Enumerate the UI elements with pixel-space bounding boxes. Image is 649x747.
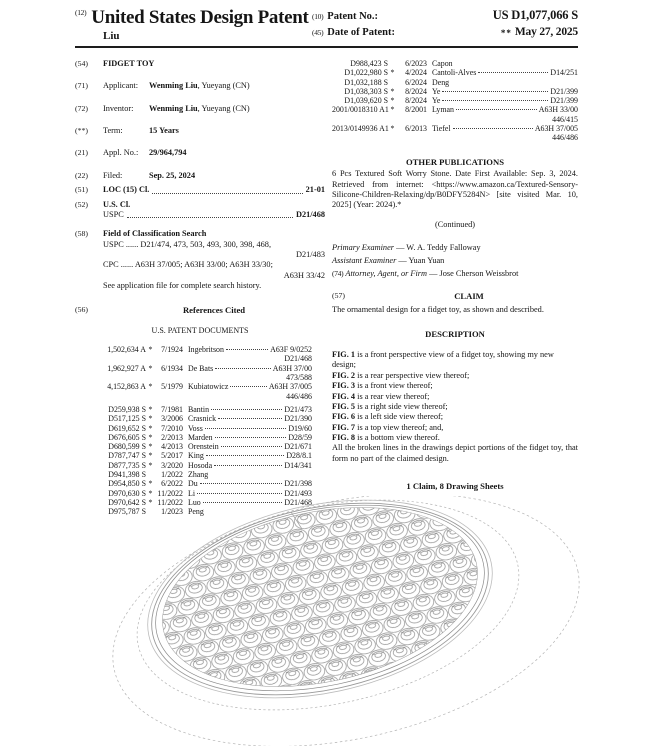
citation-name: Ye [432, 96, 441, 106]
patent-no-label: Patent No.: [327, 11, 379, 22]
citation-continuation: 446/486 [552, 133, 578, 143]
dotted-leader [214, 465, 282, 466]
citation-name: King [188, 451, 204, 461]
citation-date: 8/2024 [405, 86, 427, 96]
dotted-leader [230, 386, 266, 387]
figure-description-line: FIG. 4 is a rear view thereof; [332, 391, 430, 401]
citation-row [332, 105, 578, 114]
citation-cls: D28/8.1 [286, 451, 312, 461]
term-value: 15 Years [149, 126, 179, 136]
figure-description-line: FIG. 3 is a front view thereof; [332, 381, 433, 391]
citation-date: 6/2022 [161, 479, 183, 489]
inid-52: (52) [75, 199, 88, 209]
citation-no: D954,850 S [108, 479, 146, 489]
citation-star: * [148, 451, 153, 461]
inid-56: (56) [75, 305, 88, 315]
citation-no: 2001/0018310 A1 [332, 105, 389, 115]
citation-row [100, 442, 312, 451]
citation-star: * [148, 404, 153, 414]
loc-class-label: LOC (15) Cl. [103, 185, 150, 195]
field-title [75, 59, 325, 69]
citation-row [100, 470, 312, 479]
citation-no: D259,938 S [108, 404, 146, 414]
citation-name: Lyman [432, 105, 454, 115]
other-publications-heading: OTHER PUBLICATIONS [406, 156, 504, 167]
citation-row [332, 59, 578, 68]
citation-no: D970,642 S [108, 497, 146, 507]
citation-date: 5/1979 [161, 382, 183, 392]
dotted-leader [215, 368, 271, 369]
citation-name: Orenstein [188, 442, 219, 452]
citation-date: 7/2010 [161, 423, 183, 433]
citation-name: Cantoli-Alves [432, 68, 477, 78]
citation-row [332, 68, 578, 77]
citation-star: * [148, 363, 153, 373]
citation-name: Kubiatowicz [188, 382, 229, 392]
citation-date: 6/2013 [405, 124, 427, 134]
dotted-leader [442, 100, 548, 101]
figure-descriptions [332, 350, 578, 443]
citation-star: * [390, 105, 395, 115]
citation-date: 7/1924 [161, 345, 183, 355]
citation-no: 1,962,927 A [107, 363, 146, 373]
citation-date: 4/2024 [405, 68, 427, 78]
figure-description-line: FIG. 5 is a right side view thereof; [332, 401, 448, 411]
kind-code-tag: (12) [75, 8, 87, 17]
citation-no: D517,125 S [108, 414, 146, 424]
citation-row [100, 479, 312, 488]
references-cited-heading-row [75, 305, 325, 316]
citation-star: * [148, 345, 153, 355]
citation-cls: D21/468 [284, 497, 312, 507]
citation-name: Zhang [188, 469, 209, 479]
citation-cls: D21/473 [284, 404, 312, 414]
figure-description-line: FIG. 6 is a left side view thereof; [332, 412, 444, 422]
citation-date: 1/2022 [161, 469, 183, 479]
citation-name: Peng [188, 507, 204, 517]
dotted-leader [221, 446, 283, 447]
inid-21: (21) [75, 148, 88, 158]
inid-57: (57) [332, 291, 345, 301]
citation-no: D680,599 S [108, 442, 146, 452]
citation-name: Ye [432, 86, 441, 96]
citation-row [100, 433, 312, 442]
citation-no: D970,630 S [108, 488, 146, 498]
dotted-leader [218, 418, 282, 419]
appl-no-value: 29/964,794 [149, 148, 187, 158]
citation-row [100, 405, 312, 414]
continued-note: (Continued) [434, 219, 476, 229]
citation-date: 6/2024 [405, 77, 427, 87]
other-publications-heading-row [332, 157, 578, 168]
citation-star: * [390, 86, 395, 96]
citation-name: Bantin [188, 404, 210, 414]
inid-51: (51) [75, 185, 88, 195]
citation-star: * [390, 96, 395, 106]
other-publication-entry: 6 Pcs Textured Soft Worry Stone. Date First Available: Sep. 3, 2024. Retrieved from internet: <https://www.amazon.ca/Textured-Sensory-Silicone-Children-Relaxing/dp/B0DFY5284N> [site visited Mar. 10, 2025] (Year: 2024).* [332, 169, 578, 210]
citation-row [100, 364, 312, 373]
appl-no-label: Appl. No.: [103, 148, 139, 158]
citation-cls: A63F 9/0252 [270, 345, 312, 355]
claim-heading: CLAIM [454, 291, 484, 302]
citation-star: * [148, 432, 153, 442]
inid-58: (58) [75, 229, 88, 239]
citation-no: D988,423 S [350, 59, 388, 68]
field-search-label: Field of Classification Search [103, 229, 207, 239]
us-patent-citations-right [332, 59, 578, 143]
citation-star: * [148, 488, 153, 498]
dotted-leader [206, 455, 285, 456]
citation-continuation: 446/486 [286, 391, 312, 401]
page-title: United States Design Patent [91, 7, 309, 28]
citation-cls: A63H 37/005 [534, 124, 578, 134]
citation-no: D1,038,303 S [344, 86, 388, 96]
uspc-label: USPC [103, 209, 124, 219]
dotted-leader [211, 409, 282, 410]
citation-star: * [390, 68, 395, 78]
citation-name: Luo [188, 497, 201, 507]
citation-cls: D14/251 [550, 68, 578, 78]
patent-no-tag: (10) [312, 12, 324, 21]
figure-description-line: FIG. 7 is a top view thereof; and, [332, 422, 444, 432]
citation-cls: A63H 37/005 [268, 382, 312, 392]
citation-name: Li [188, 488, 196, 498]
broken-lines-note: All the broken lines in the drawings depict portions of the fidget toy, that form no part of the claimed design. [332, 443, 578, 463]
patent-number: US D1,077,066 S [492, 8, 578, 22]
citation-row [100, 345, 312, 354]
citation-star: * [148, 382, 153, 392]
citation-no: D877,735 S [108, 460, 146, 470]
citation-no: D1,032,188 S [344, 77, 388, 87]
citation-name: Capon [432, 59, 453, 68]
citation-name: Hosoda [188, 460, 213, 470]
citation-no: D1,039,620 S [344, 96, 388, 106]
assistant-examiner-line: Assistant Examiner — Yuan Yuan [332, 256, 445, 266]
uspc-value: D21/468 [295, 209, 325, 219]
dotted-leader [205, 428, 287, 429]
citation-star: * [148, 423, 153, 433]
date-of-patent-label: Date of Patent: [327, 27, 395, 38]
header-rule [75, 46, 578, 48]
dotted-leader [215, 437, 287, 438]
references-cited-heading: References Cited [182, 305, 246, 316]
citation-name: Deng [432, 77, 450, 87]
term-label: Term: [103, 126, 123, 136]
citation-star: * [390, 124, 395, 134]
us-class-label: U.S. Cl. [103, 199, 131, 209]
header [75, 8, 578, 42]
dotted-leader [478, 72, 548, 73]
citation-date: 6/2023 [405, 59, 427, 68]
dotted-leader [453, 128, 533, 129]
citation-cls: D21/493 [284, 488, 312, 498]
citation-date: 8/2001 [405, 105, 427, 115]
field-classification-search [75, 229, 325, 291]
citation-continuation: D21/468 [284, 354, 312, 364]
loc-class-value: 21-01 [305, 185, 325, 195]
date-tag: (45) [312, 28, 324, 37]
citation-date: 3/2006 [161, 414, 183, 424]
inid-54: (54) [75, 59, 88, 68]
citation-cls: D21/398 [284, 479, 312, 489]
citation-star: * [148, 497, 153, 507]
citation-no: 2013/0149936 A1 [332, 124, 389, 134]
citation-name: Crasnick [188, 414, 217, 424]
field-appl-no [75, 148, 325, 158]
citation-no: D619,652 S [108, 423, 146, 433]
dotted-leader [152, 183, 302, 193]
citation-no: 4,152,863 A [107, 382, 146, 392]
field-applicant [75, 81, 325, 91]
left-column [75, 59, 325, 516]
citation-cls: A63H 37/00 [272, 363, 312, 373]
citation-star: * [148, 479, 153, 489]
inventor-value: Wenming Liu, Yueyang (CN) [149, 103, 250, 113]
citation-no: D941,398 S [108, 469, 146, 479]
term-tag: (**) [75, 126, 88, 136]
inid-71: (71) [75, 81, 88, 91]
citation-cls: D28/59 [288, 432, 312, 442]
citation-no: 1,502,634 A [107, 345, 146, 355]
citation-cls: D21/671 [284, 442, 312, 452]
claim-heading-row [332, 291, 578, 302]
cpc-search-line2: A63H 33/42 [283, 270, 325, 280]
inid-22: (22) [75, 170, 88, 180]
us-patent-citations-left [100, 345, 325, 516]
citation-date: 1/2023 [161, 507, 183, 517]
citation-star: * [148, 414, 153, 424]
dotted-leader [127, 208, 293, 218]
dotted-leader [197, 493, 282, 494]
citation-row [332, 87, 578, 96]
citation-cls: D21/399 [550, 86, 578, 96]
dotted-leader [200, 483, 283, 484]
field-filed [75, 171, 325, 181]
right-column [332, 59, 578, 516]
claim-text: The ornamental design for a fidget toy, as shown and described. [332, 305, 544, 315]
term-extension-stars: ** [500, 28, 512, 38]
citation-row [332, 96, 578, 105]
citation-date: 3/2020 [161, 460, 183, 470]
uspc-search-line2: D21/483 [295, 249, 325, 259]
citation-no: D676,605 S [108, 432, 146, 442]
invention-title: FIDGET TOY [103, 59, 155, 68]
figure-description-line: FIG. 8 is a bottom view thereof. [332, 432, 440, 442]
patent-figure-drawing [57, 496, 602, 746]
citation-continuation: 446/415 [552, 114, 578, 124]
citation-cls: D14/341 [284, 460, 312, 470]
filed-label: Filed: [103, 170, 123, 180]
citation-row [100, 382, 312, 391]
inventor-surname: Liu [103, 30, 120, 42]
citation-row [100, 461, 312, 470]
field-us-class [75, 200, 325, 221]
attorney-line: (74) Attorney, Agent, or Firm — Jose Cherson Weissbrot [332, 268, 519, 278]
field-loc-class [75, 185, 325, 195]
citation-row [100, 414, 312, 423]
citation-star: * [148, 460, 153, 470]
patent-date: May 27, 2025 [514, 26, 578, 38]
citation-date: 2/2013 [161, 432, 183, 442]
citation-no: D975,787 S [108, 507, 146, 517]
dotted-leader [226, 349, 268, 350]
citation-continuation: 473/588 [286, 373, 312, 383]
citation-cls: D21/390 [284, 414, 312, 424]
filed-value: Sep. 25, 2024 [149, 170, 196, 180]
citation-cls: D19/60 [288, 423, 312, 433]
applicant-value: Wenming Liu, Yueyang (CN) [149, 81, 250, 91]
primary-examiner-line: Primary Examiner — W. A. Teddy Falloway [332, 243, 481, 253]
citation-date: 6/1934 [161, 363, 183, 373]
citation-row [100, 424, 312, 433]
citation-no: D1,022,980 S [344, 68, 388, 78]
field-inventor [75, 104, 325, 114]
dotted-leader [442, 91, 548, 92]
inventor-label: Inventor: [103, 103, 134, 113]
citation-date: 8/2024 [405, 96, 427, 106]
citation-star: * [148, 442, 153, 452]
citation-cls: D21/399 [550, 96, 578, 106]
citation-name: De Bats [188, 363, 214, 373]
search-history-note: See application file for complete search history. [103, 281, 262, 291]
citation-cls: A63H 33/00 [538, 105, 578, 115]
citation-row [332, 78, 578, 87]
figure-description-line: FIG. 2 is a rear perspective view thereof; [332, 370, 470, 380]
citation-date: 4/2013 [161, 442, 183, 452]
citation-no: D787,747 S [108, 451, 146, 461]
applicant-label: Applicant: [103, 81, 139, 91]
figure-description-line: FIG. 1 is a front perspective view of a fidget toy, showing my new design; [332, 350, 554, 370]
inid-72: (72) [75, 103, 88, 113]
citation-row [332, 124, 578, 133]
citation-date: 5/2017 [161, 451, 183, 461]
citation-date: 7/1981 [161, 404, 183, 414]
claims-sheets-note: 1 Claim, 8 Drawing Sheets [406, 481, 504, 492]
uspc-search-line1: USPC ...... D21/474, 473, 503, 493, 300, 398, 468, [103, 239, 272, 249]
patent-front-page [75, 8, 578, 516]
citation-name: Marden [188, 432, 213, 442]
citation-name: Voss [188, 423, 203, 433]
citation-name: Tiefel [432, 124, 451, 134]
citation-date: 11/2022 [157, 497, 183, 507]
citation-row [100, 451, 312, 460]
cpc-search-line1: CPC ...... A63H 37/005; A63H 33/00; A63H 33/30; [103, 260, 273, 270]
us-patent-documents-heading: U.S. PATENT DOCUMENTS [151, 326, 249, 336]
citation-name: Ingebritson [188, 345, 224, 355]
citation-date: 11/2022 [157, 488, 183, 498]
field-term [75, 126, 325, 136]
description-heading: DESCRIPTION [425, 329, 485, 340]
citation-name: Du [188, 479, 198, 489]
dotted-leader [456, 109, 537, 110]
